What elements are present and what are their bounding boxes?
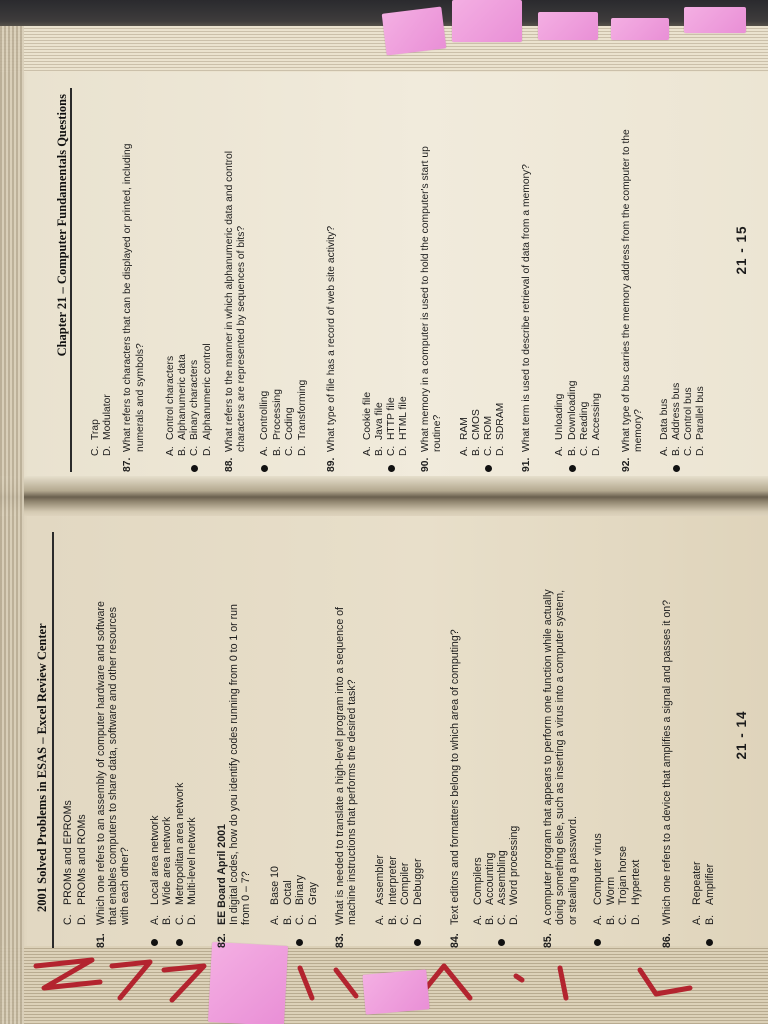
question-line <box>449 629 461 948</box>
choice-text: Data bus <box>659 398 670 440</box>
question-text: What type of bus carries the memory address from the computer to the <box>621 129 632 452</box>
choice-text: Downloading <box>567 380 578 440</box>
question-number: 85. <box>542 933 554 948</box>
choice-row <box>691 861 703 925</box>
question-line <box>420 146 432 472</box>
choice-row <box>704 864 716 925</box>
ink-stroke <box>300 968 312 998</box>
choice-row <box>282 880 294 925</box>
choice-row <box>62 800 74 925</box>
choice-row <box>630 860 642 925</box>
question-number: 87. <box>122 457 133 472</box>
question-number: 81. <box>95 933 107 948</box>
question-line <box>326 226 338 472</box>
question-line <box>661 600 673 948</box>
choice-row <box>297 380 309 456</box>
question-number: 92. <box>621 457 632 472</box>
choice-row <box>272 389 284 456</box>
choice-text: Modulator <box>102 394 113 440</box>
choice-letter: D. <box>630 914 642 925</box>
choice-text: Accounting <box>484 852 496 905</box>
choice-letter: A. <box>554 446 565 456</box>
choice-text: Binary characters <box>189 359 200 440</box>
answer-mark <box>176 939 183 946</box>
question-text: machine instructions that performs the desired task? <box>346 679 358 925</box>
choice-letter: D. <box>202 445 213 456</box>
question-source: EE Board April 2001 <box>216 824 228 925</box>
choice-letter: A. <box>659 446 670 456</box>
question-number: 89. <box>326 457 337 472</box>
choice-row <box>269 866 281 925</box>
choice-letter: D. <box>307 914 319 925</box>
question-text: from 0 – 7? <box>240 871 252 925</box>
choice-letter: A. <box>592 914 604 925</box>
page-number: 21 - 14 <box>734 710 749 760</box>
answer-mark <box>706 939 713 946</box>
question-text: characters are represented by sequences of bits? <box>236 225 247 452</box>
question-text: that enables computers to share data, software and other resources <box>107 607 119 925</box>
choice-text: Metropolitan area network <box>174 782 186 905</box>
question-text: What refers to characters that can be displayed or printed, including <box>122 143 133 452</box>
choice-text: CMOS <box>471 409 482 440</box>
page-header: 2001 Solved Problems in ESAS – Excel Review Center <box>35 623 49 912</box>
choice-row <box>659 399 671 456</box>
choice-letter: A. <box>472 914 484 925</box>
question-text: with each other? <box>119 847 131 925</box>
choice-row <box>294 875 306 925</box>
index-tab <box>538 12 598 40</box>
choice-letter: B. <box>161 914 173 925</box>
question-text: What refers to the manner in which alphanumeric data and control <box>224 150 235 452</box>
question-text: doing something else, such as inserting a virus into a computer system, <box>554 589 566 925</box>
choice-row <box>387 856 399 925</box>
choice-letter: B. <box>704 914 716 925</box>
choice-text: Word processing <box>508 825 520 905</box>
choice-text: Unloading <box>554 393 565 440</box>
choice-text: Debugger <box>412 858 424 905</box>
choice-letter: C. <box>617 914 629 925</box>
choice-letter: C. <box>284 445 295 456</box>
question-line <box>334 607 346 948</box>
question-line <box>621 129 633 472</box>
choice-text: Computer virus <box>592 833 604 905</box>
choice-text: Alphanumeric data <box>177 354 188 440</box>
choice-letter: D. <box>398 445 409 456</box>
right-page <box>30 80 765 480</box>
choice-text: Assembling <box>496 850 508 905</box>
choice-text: Octal <box>282 880 294 905</box>
choice-row <box>567 380 579 456</box>
question-text: memory? <box>633 409 644 452</box>
choice-letter: A. <box>259 446 270 456</box>
choice-text: HTML file <box>398 396 409 440</box>
answer-mark <box>414 939 421 946</box>
index-tab <box>611 18 669 40</box>
choice-row <box>671 383 683 456</box>
choice-row <box>617 846 629 925</box>
question-number: 82. <box>216 933 228 948</box>
choice-letter: A. <box>149 914 161 925</box>
question-number: 83. <box>334 933 346 948</box>
question-line <box>122 144 134 473</box>
choice-letter: B. <box>177 446 188 456</box>
choice-text: Multi-level network <box>186 817 198 905</box>
choice-letter: D. <box>495 445 506 456</box>
question-text: Which one refers to an assembly of computer hardware and software <box>95 601 107 925</box>
choice-text: RAM <box>459 417 470 440</box>
choice-text: Assembler <box>374 854 386 905</box>
choice-letter: C. <box>62 914 74 925</box>
choice-text: Hypertext <box>630 859 642 905</box>
choice-text: Cookie file <box>362 391 373 440</box>
choice-letter: B. <box>272 446 283 456</box>
choice-letter: C. <box>189 445 200 456</box>
choice-row <box>284 407 296 456</box>
index-tab <box>452 0 522 42</box>
choice-row <box>399 863 411 925</box>
choice-text: Trap <box>90 419 101 440</box>
choice-row <box>259 391 271 456</box>
choice-row <box>398 396 410 456</box>
choice-row <box>177 354 189 456</box>
question-number: 90. <box>420 457 431 472</box>
choice-letter: A. <box>691 914 703 925</box>
choice-text: HTTP file <box>386 397 397 440</box>
choice-row <box>496 850 508 925</box>
choice-letter: B. <box>671 446 682 456</box>
choice-letter: A. <box>362 446 373 456</box>
question-line <box>95 601 107 948</box>
choice-row <box>695 386 707 456</box>
choice-row <box>591 393 603 456</box>
choice-text: PROMs and EPROMs <box>62 800 74 905</box>
index-tab <box>362 969 429 1014</box>
choice-text: Coding <box>284 407 295 440</box>
choice-letter: B. <box>471 446 482 456</box>
choice-letter: B. <box>567 446 578 456</box>
chapter-header: Chapter 21 – Computer Fundamentals Questions <box>55 94 69 357</box>
question-text: routine? <box>432 414 443 452</box>
choice-row <box>579 402 591 456</box>
choice-letter: C. <box>579 445 590 456</box>
choice-letter: B. <box>282 914 294 925</box>
choice-letter: C. <box>90 445 101 456</box>
question-line <box>224 151 236 472</box>
left-page <box>20 520 760 960</box>
choice-letter: A. <box>459 446 470 456</box>
choice-letter: B. <box>484 914 496 925</box>
choice-letter: D. <box>76 914 88 925</box>
choice-text: Processing <box>272 389 283 440</box>
ink-stroke <box>112 962 150 998</box>
choice-letter: D. <box>102 445 113 456</box>
question-text: What is needed to translate a high-level program into a sequence of <box>334 606 346 925</box>
choice-row <box>90 419 102 456</box>
choice-letter: D. <box>412 914 424 925</box>
question-text: What term is used to describe retrieval of data from a memory? <box>521 164 532 452</box>
question-number: 88. <box>224 457 235 472</box>
choice-row <box>362 392 374 456</box>
choice-text: PROMs and ROMs <box>76 814 88 905</box>
choice-text: Accessing <box>591 393 602 440</box>
choice-letter: D. <box>591 445 602 456</box>
choice-letter: D. <box>297 445 308 456</box>
choice-letter: C. <box>483 445 494 456</box>
choice-row <box>165 356 177 456</box>
choice-letter: C. <box>399 914 411 925</box>
choice-row <box>307 882 319 925</box>
choice-row <box>683 387 695 456</box>
choice-text: Interpreter <box>387 856 399 905</box>
choice-letter: C. <box>386 445 397 456</box>
choice-row <box>374 855 386 925</box>
choice-letter: C. <box>683 445 694 456</box>
choice-row <box>374 402 386 456</box>
choice-letter: A. <box>269 914 281 925</box>
choice-text: Binary <box>294 874 306 905</box>
answer-mark <box>191 465 198 472</box>
choice-text: Repeater <box>691 861 703 905</box>
choice-text: Address bus <box>671 382 682 440</box>
choice-text: Compilers <box>472 857 484 905</box>
choice-row <box>605 877 617 925</box>
answer-mark <box>498 939 505 946</box>
choice-letter: D. <box>695 445 706 456</box>
answer-mark <box>673 465 680 472</box>
choice-row <box>472 857 484 925</box>
choice-row <box>508 826 520 925</box>
choice-text: Transforming <box>297 379 308 440</box>
choice-row <box>484 853 496 925</box>
ink-stroke <box>640 970 690 994</box>
choice-row <box>495 403 507 456</box>
question-number: 91. <box>521 457 532 472</box>
choice-row <box>483 416 495 456</box>
choice-row <box>174 783 186 925</box>
choice-row <box>149 815 161 925</box>
choice-text: Worm <box>605 876 617 905</box>
ink-stroke <box>560 968 566 998</box>
answer-mark <box>261 465 268 472</box>
question-text: numerals and symbols? <box>135 343 146 452</box>
choice-text: Parallel bus <box>695 386 706 440</box>
answer-mark <box>594 939 601 946</box>
question-number: 86. <box>661 933 673 948</box>
choice-text: Local area network <box>149 815 161 905</box>
index-tab <box>382 7 447 56</box>
choice-text: Alphanumeric control <box>202 343 213 440</box>
choice-letter: B. <box>387 914 399 925</box>
choice-letter: C. <box>174 914 186 925</box>
choice-text: Java file <box>374 402 385 440</box>
choice-text: ROM <box>483 415 494 440</box>
choice-letter: C. <box>496 914 508 925</box>
choice-row <box>76 814 88 925</box>
choice-row <box>189 360 201 456</box>
answer-mark <box>296 939 303 946</box>
choice-row <box>386 397 398 456</box>
question-text: What type of file has a record of web site activity? <box>326 225 337 452</box>
choice-text: SDRAM <box>495 402 506 440</box>
question-text: Which one refers to a device that amplifies a signal and passes it on? <box>661 599 673 925</box>
question-text: Text editors and formatters belong to which area of computing? <box>449 629 461 925</box>
question-text: or stealing a password. <box>567 816 579 925</box>
choice-letter: C. <box>294 914 306 925</box>
choice-text: Control bus <box>683 387 694 440</box>
header-rule <box>70 88 72 472</box>
choice-text: Controlling <box>259 390 270 440</box>
page-number: 21 - 15 <box>734 225 749 275</box>
choice-row <box>186 817 198 925</box>
choice-letter: A. <box>165 446 176 456</box>
answer-mark <box>388 465 395 472</box>
choice-text: Trojan horse <box>617 845 629 905</box>
choice-text: Amplifier <box>704 863 716 905</box>
book-gutter <box>0 476 768 518</box>
ink-stroke <box>36 960 100 988</box>
choice-text: Reading <box>579 401 590 440</box>
question-text: A computer program that appears to perform one function while actually <box>542 589 554 925</box>
choice-row <box>412 858 424 925</box>
answer-mark <box>151 939 158 946</box>
choice-row <box>471 409 483 456</box>
ink-stroke <box>164 966 204 1000</box>
choice-row <box>592 833 604 925</box>
choice-text: Control characters <box>165 355 176 440</box>
choice-text: Base 10 <box>269 866 281 905</box>
question-text: In digital codes, how do you identify codes running from 0 to 1 or run <box>228 604 240 925</box>
ink-stroke <box>336 970 356 996</box>
question-line <box>216 824 228 948</box>
choice-letter: D. <box>186 914 198 925</box>
question-line <box>542 589 554 948</box>
question-line <box>521 164 533 472</box>
header-rule <box>52 532 54 948</box>
index-tab <box>684 7 746 33</box>
ink-stroke <box>516 976 522 980</box>
question-text: What memory in a computer is used to hold the computer's start up <box>420 146 431 452</box>
choice-text: Compiler <box>399 862 411 905</box>
choice-letter: B. <box>605 914 617 925</box>
choice-row <box>202 343 214 456</box>
choice-row <box>554 394 566 456</box>
choice-row <box>161 817 173 925</box>
choice-row <box>459 417 471 456</box>
choice-text: Gray <box>307 882 319 905</box>
answer-mark <box>485 465 492 472</box>
answer-mark <box>569 465 576 472</box>
choice-letter: D. <box>508 914 520 925</box>
choice-row <box>102 394 114 456</box>
question-number: 84. <box>449 933 461 948</box>
choice-text: Wide area network <box>161 816 173 905</box>
choice-letter: A. <box>374 914 386 925</box>
choice-letter: B. <box>374 446 385 456</box>
